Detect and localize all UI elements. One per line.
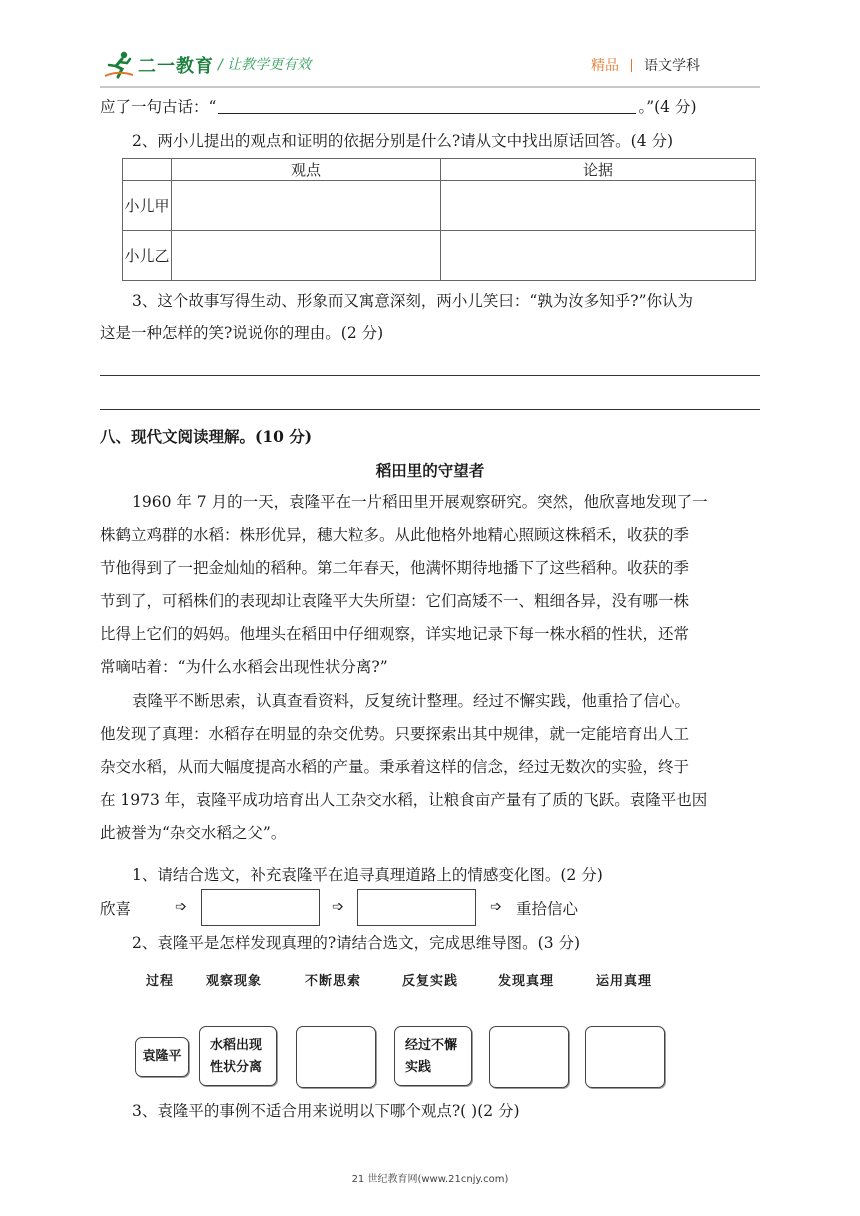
- arrow-right-icon: ➩: [175, 899, 187, 915]
- emotion-blank-1[interactable]: [201, 889, 320, 926]
- logo-text: 二一教育: [138, 56, 214, 77]
- col-evidence: 论据: [441, 159, 756, 181]
- mindmap-label-think: 不断思索: [305, 974, 362, 989]
- section-8-question-3: 3、袁隆平的事例不适合用来说明以下哪个观点?( )(2 分): [132, 1102, 520, 1120]
- paragraph-line: 节他得到了一把金灿灿的稻种。第二年春天，他满怀期待地播下了这些稻种。收获的季: [100, 559, 690, 577]
- paragraph-line: 节到了，可稻株们的表现却让袁隆平大失所望：它们高矮不一、粗细各异，没有哪一株: [100, 592, 690, 610]
- header-rule: [100, 86, 760, 88]
- paragraph-line: 杂交水稻，从而大幅度提高水稻的产量。秉承着这样的信念，经过无数次的实验，终于: [100, 758, 690, 776]
- mindmap-box-practice-line2: 实践: [405, 1060, 432, 1075]
- row-label-b: 小儿乙: [123, 231, 172, 281]
- section-8-question-1: 1、请结合选文，补充袁隆平在追寻真理道路上的情感变化图。(2 分): [132, 866, 603, 884]
- paragraph-line: 株鹤立鸡群的水稻：株形优异，穗大粒多。从此他格外地精心照顾这株稻禾，收获的季: [100, 526, 690, 544]
- cell-viewpoint-a[interactable]: [172, 181, 441, 231]
- mindmap-box-observe-line1: 水稻出现: [210, 1038, 263, 1053]
- boutique-label: 精品: [591, 58, 619, 74]
- mindmap-subject: 袁隆平: [135, 1037, 189, 1077]
- answer-blank[interactable]: [218, 97, 636, 114]
- mindmap-blank-apply[interactable]: [585, 1026, 665, 1088]
- paragraph-line: 常嘀咕着：“为什么水稻会出现性状分离?”: [100, 658, 388, 676]
- subject-label: 语文学科: [644, 58, 700, 74]
- mindmap-box-practice: [394, 1026, 472, 1086]
- paragraph-line: 他发现了真理：水稻存在明显的杂交优势。只要探索出其中规律，就一定能培育出人工: [100, 725, 690, 743]
- q7-line0: [100, 96, 697, 118]
- q7-question-2: 2、两小儿提出的观点和证明的依据分别是什么?请从文中找出原话回答。(4 分): [132, 132, 674, 150]
- mindmap-label-observe: 观察现象: [206, 974, 263, 989]
- q7-line0-prefix: 应了一句古话：“: [100, 98, 217, 116]
- paragraph-line: 袁隆平不断思索，认真查看资料，反复统计整理。经过不懈实践，他重拾了信心。: [132, 692, 691, 710]
- mindmap-box-practice-line1: 经过不懈: [405, 1038, 458, 1053]
- col-viewpoint: 观点: [172, 159, 441, 181]
- answer-line-1[interactable]: [100, 375, 760, 376]
- mindmap-label-process: 过程: [146, 974, 175, 989]
- mindmap-box-observe-line2: 性状分离: [210, 1060, 263, 1075]
- answer-table: [122, 158, 756, 281]
- brand-logo: [104, 48, 214, 82]
- header-divider: [631, 59, 632, 72]
- emotion-end: 重拾信心: [516, 900, 579, 918]
- article-title: 稻田里的守望者: [375, 461, 485, 480]
- row-label-a: 小儿甲: [123, 181, 172, 231]
- q7-line0-suffix: 。”(4 分): [638, 98, 697, 116]
- arrow-right-icon: ➩: [490, 899, 502, 915]
- mindmap-box-observe: [199, 1026, 277, 1086]
- answer-line-2[interactable]: [100, 409, 760, 410]
- arrow-right-icon: ➩: [332, 899, 344, 915]
- header-right: [591, 55, 700, 75]
- section-8-question-2: 2、袁隆平是怎样发现真理的?请结合选文，完成思维导图。(3 分): [132, 934, 581, 952]
- paragraph-line: 比得上它们的妈妈。他埋头在稻田中仔细观察，详实地记录下每一株水稻的性状，还常: [100, 625, 690, 643]
- runner-icon: [104, 50, 134, 80]
- mindmap-label-apply: 运用真理: [596, 974, 653, 989]
- q7-question-3-line1: 3、这个故事写得生动、形象而又寓意深刻，两小儿笑曰：“孰为汝多知乎?”你认为: [132, 292, 694, 310]
- mindmap-blank-discover[interactable]: [489, 1026, 569, 1088]
- cell-evidence-a[interactable]: [441, 181, 756, 231]
- paragraph-line: 1960 年 7 月的一天，袁隆平在一片稻田里开展观察研究。突然，他欣喜地发现了一: [132, 493, 708, 511]
- mindmap-blank-think[interactable]: [296, 1026, 376, 1088]
- footer: 21 世纪教育网(www.21cnjy.com): [351, 1174, 509, 1185]
- mindmap-label-practice: 反复实践: [402, 974, 459, 989]
- paragraph-line: 此被誉为“杂交水稻之父”。: [100, 824, 287, 842]
- cell-viewpoint-b[interactable]: [172, 231, 441, 281]
- slogan: / 让教学更有效: [218, 57, 312, 73]
- emotion-start: 欣喜: [100, 900, 132, 918]
- paragraph-line: 在 1973 年，袁隆平成功培育出人工杂交水稻，让粮食亩产量有了质的飞跃。袁隆平也因: [100, 791, 708, 809]
- emotion-blank-2[interactable]: [357, 889, 476, 926]
- section-8-title: 八、现代文阅读理解。(10 分): [100, 427, 313, 446]
- cell-evidence-b[interactable]: [441, 231, 756, 281]
- mindmap-label-discover: 发现真理: [498, 974, 555, 989]
- q7-question-3-line2: 这是一种怎样的笑?说说你的理由。(2 分): [100, 324, 384, 342]
- table-corner: [123, 159, 172, 181]
